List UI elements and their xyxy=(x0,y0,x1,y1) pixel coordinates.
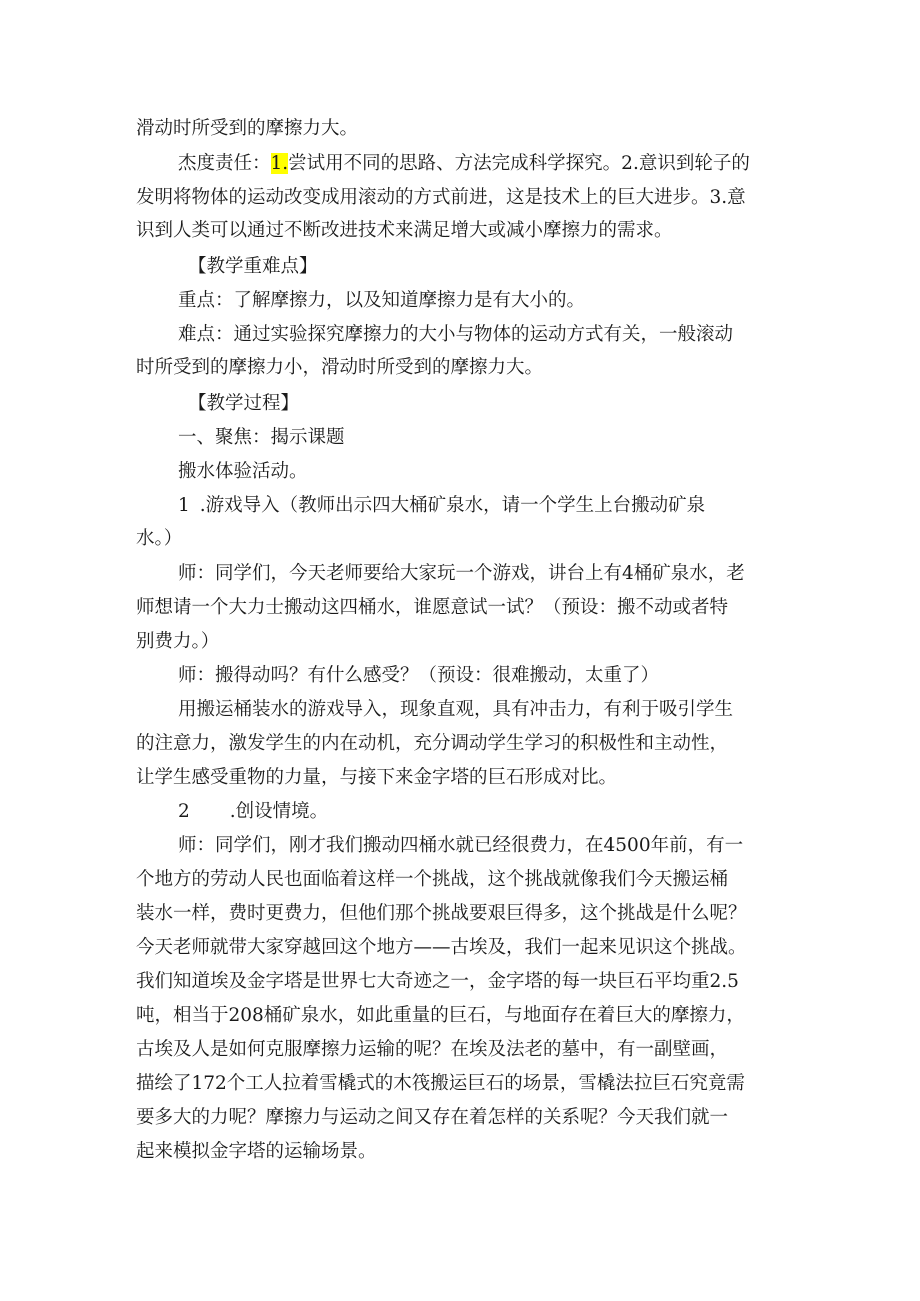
text-line: 发明将物体的运动改变成用滚动的方式前进，这是技术上的巨大进步。3.意 xyxy=(136,187,746,208)
text-line: 搬水体验活动。 xyxy=(178,461,308,482)
highlighted-number: 1. xyxy=(270,153,289,174)
list-text: .游戏导入（教师出示四大桶矿泉水，请一个学生上台搬动矿泉 xyxy=(199,495,706,516)
text-line xyxy=(178,800,328,824)
text-line xyxy=(178,152,750,176)
text-line: 古埃及人是如何克服摩擦力运输的呢？在埃及法老的墓中，有一副壁画， xyxy=(136,1039,729,1060)
text-line: 师想请一个大力士搬动这四桶水，谁愿意试一试？（预设：搬不动或者特 xyxy=(136,597,729,618)
text-line: 师：同学们，刚才我们搬动四桶水就已经很费力，在4500年前，有一 xyxy=(178,835,744,856)
text-line: 起来模拟金字塔的运输场景。 xyxy=(136,1141,377,1162)
list-text: .创设情境。 xyxy=(229,801,329,822)
list-number: 2 xyxy=(178,801,190,822)
text-line: 时所受到的摩擦力小，滑动时所受到的摩擦力大。 xyxy=(136,357,544,378)
text-line xyxy=(178,494,705,518)
text-line: 难点：通过实验探究摩擦力的大小与物体的运动方式有关，一般滚动 xyxy=(178,324,734,345)
text-line: 水。） xyxy=(136,528,183,549)
text-line: 师：同学们，今天老师要给大家玩一个游戏，讲台上有4桶矿泉水，老 xyxy=(178,563,745,584)
text-line: 一、聚焦：揭示课题 xyxy=(178,427,345,448)
text-line: 描绘了172个工人拉着雪橇式的木筏搬运巨石的场景，雪橇法拉巨石究竟需 xyxy=(136,1073,745,1094)
text-line: 装水一样，费时更费力，但他们那个挑战要艰巨得多，这个挑战是什么呢？ xyxy=(136,903,747,924)
text-line: 用搬运桶装水的游戏导入，现象直观，具有冲击力，有利于吸引学生 xyxy=(178,699,734,720)
text-line: 滑动时所受到的摩擦力大。 xyxy=(136,118,359,139)
text-line: 让学生感受重物的力量，与接下来金字塔的巨石形成对比。 xyxy=(136,767,618,788)
text-line: 我们知道埃及金字塔是世界七大奇迹之一，金字塔的每一块巨石平均重2.5 xyxy=(136,971,739,992)
section-heading: 【教学重难点】 xyxy=(188,256,318,277)
attitude-text: 尝试用不同的思路、方法完成科学探究。2.意识到轮子的 xyxy=(288,153,750,174)
text-line: 的注意力，激发学生的内在动机，充分调动学生学习的积极性和主动性， xyxy=(136,733,729,754)
text-line: 重点：了解摩擦力，以及知道摩擦力是有大小的。 xyxy=(178,290,586,311)
text-line: 今天老师就带大家穿越回这个地方——古埃及，我们一起来见识这个挑战。 xyxy=(136,937,747,958)
text-line: 要多大的力呢？摩擦力与运动之间又存在着怎样的关系呢？今天我们就一 xyxy=(136,1107,729,1128)
text-line: 吨，相当于208桶矿泉水，如此重量的巨石，与地面存在着巨大的摩擦力， xyxy=(136,1005,745,1026)
text-line: 识到人类可以通过不断改进技术来满足增大或减小摩擦力的需求。 xyxy=(136,220,673,241)
list-number: 1 xyxy=(178,495,190,516)
attitude-label: 杰度责任： xyxy=(178,153,271,174)
section-heading: 【教学过程】 xyxy=(188,393,300,414)
text-line: 个地方的劳动人民也面临着这样一个挑战，这个挑战就像我们今天搬运桶 xyxy=(136,869,729,890)
text-line: 师：搬得动吗？有什么感受？（预设：很难搬动，太重了） xyxy=(178,665,660,686)
text-line: 别费力。） xyxy=(136,631,220,652)
